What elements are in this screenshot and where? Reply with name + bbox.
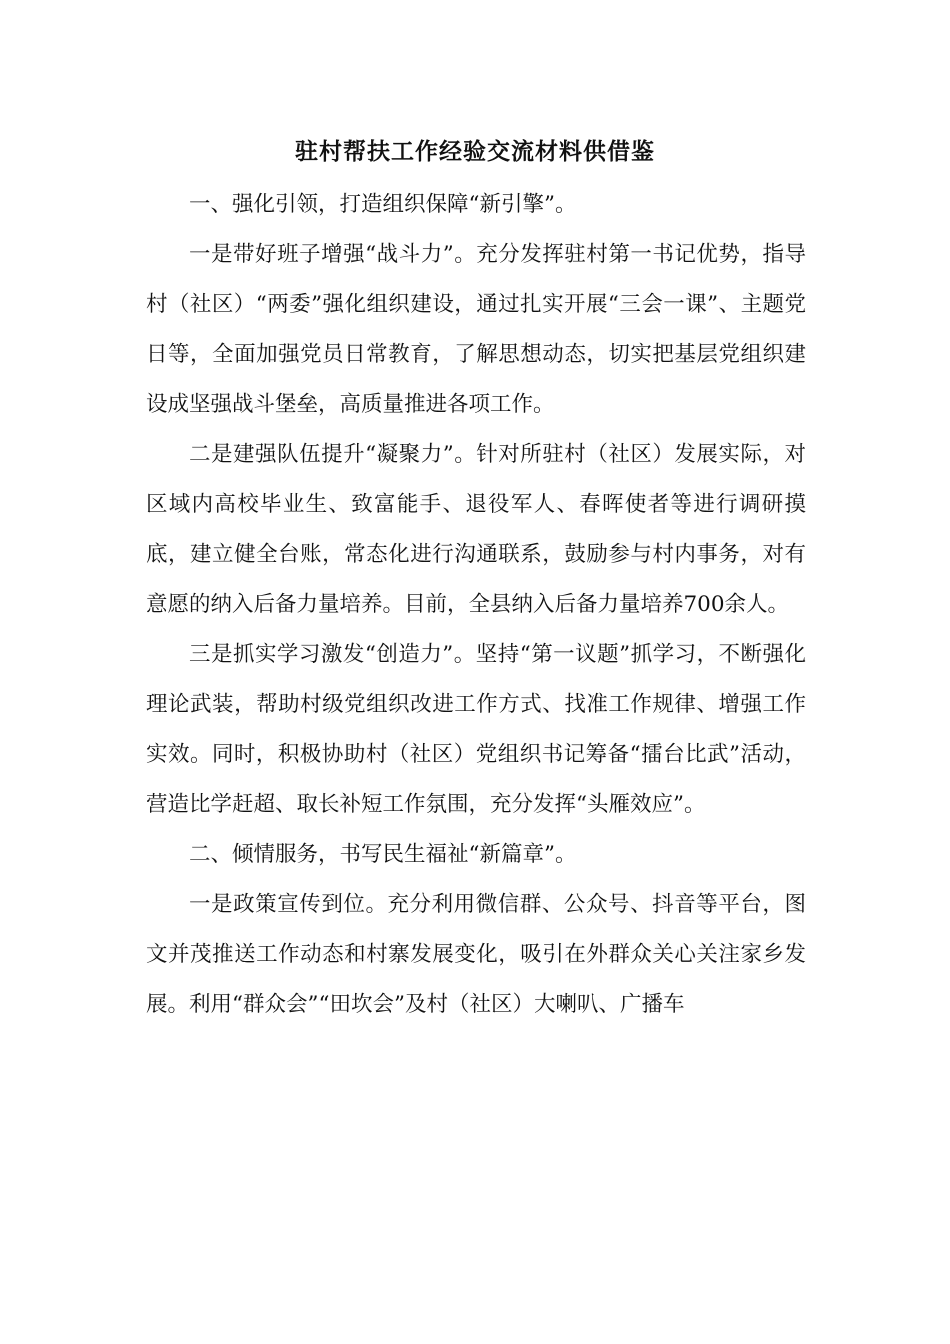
paragraph-policy-publicity: 一是政策宣传到位。充分利用微信群、公众号、抖音等平台，图文并茂推送工作动态和村寨发展变化，吸引在外群众关心关注家乡发展。利用“群众会”“田坎会”及村（社区）大喇叭、广播车: [146, 892, 806, 1017]
paragraph-talent-pool: 二是建强队伍提升“凝聚力”。针对所驻村（社区）发展实际，对区域内高校毕业生、致富能手、退役军人、春晖使者等进行调研摸底，建立健全台账，常态化进行沟通联系，鼓励参与村内事务，对有意愿的纳入后备力量培养。目前，全县纳入后备力量培养700余人。: [146, 442, 806, 617]
document-body: [146, 180, 806, 1030]
section-heading-1: 一、强化引领，打造组织保障“新引擎”。: [189, 192, 577, 217]
document-title: 驻村帮扶工作经验交流材料供借鉴: [295, 138, 655, 165]
section-heading-2: 二、倾情服务，书写民生福祉“新篇章”。: [189, 842, 577, 867]
paragraph-team-building: 一是带好班子增强“战斗力”。充分发挥驻村第一书记优势，指导村（社区）“两委”强化组织建设，通过扎实开展“三会一课”、主题党日等，全面加强党员日常教育，了解思想动态，切实把基层党组织建设成坚强战斗堡垒，高质量推进各项工作。: [146, 242, 806, 417]
paragraph-study: 三是抓实学习激发“创造力”。坚持“第一议题”抓学习，不断强化理论武装，帮助村级党组织改进工作方式、找准工作规律、增强工作实效。同时，积极协助村（社区）党组织书记筹备“擂台比武”活动，营造比学赶超、取长补短工作氛围，充分发挥“头雁效应”。: [146, 642, 806, 817]
